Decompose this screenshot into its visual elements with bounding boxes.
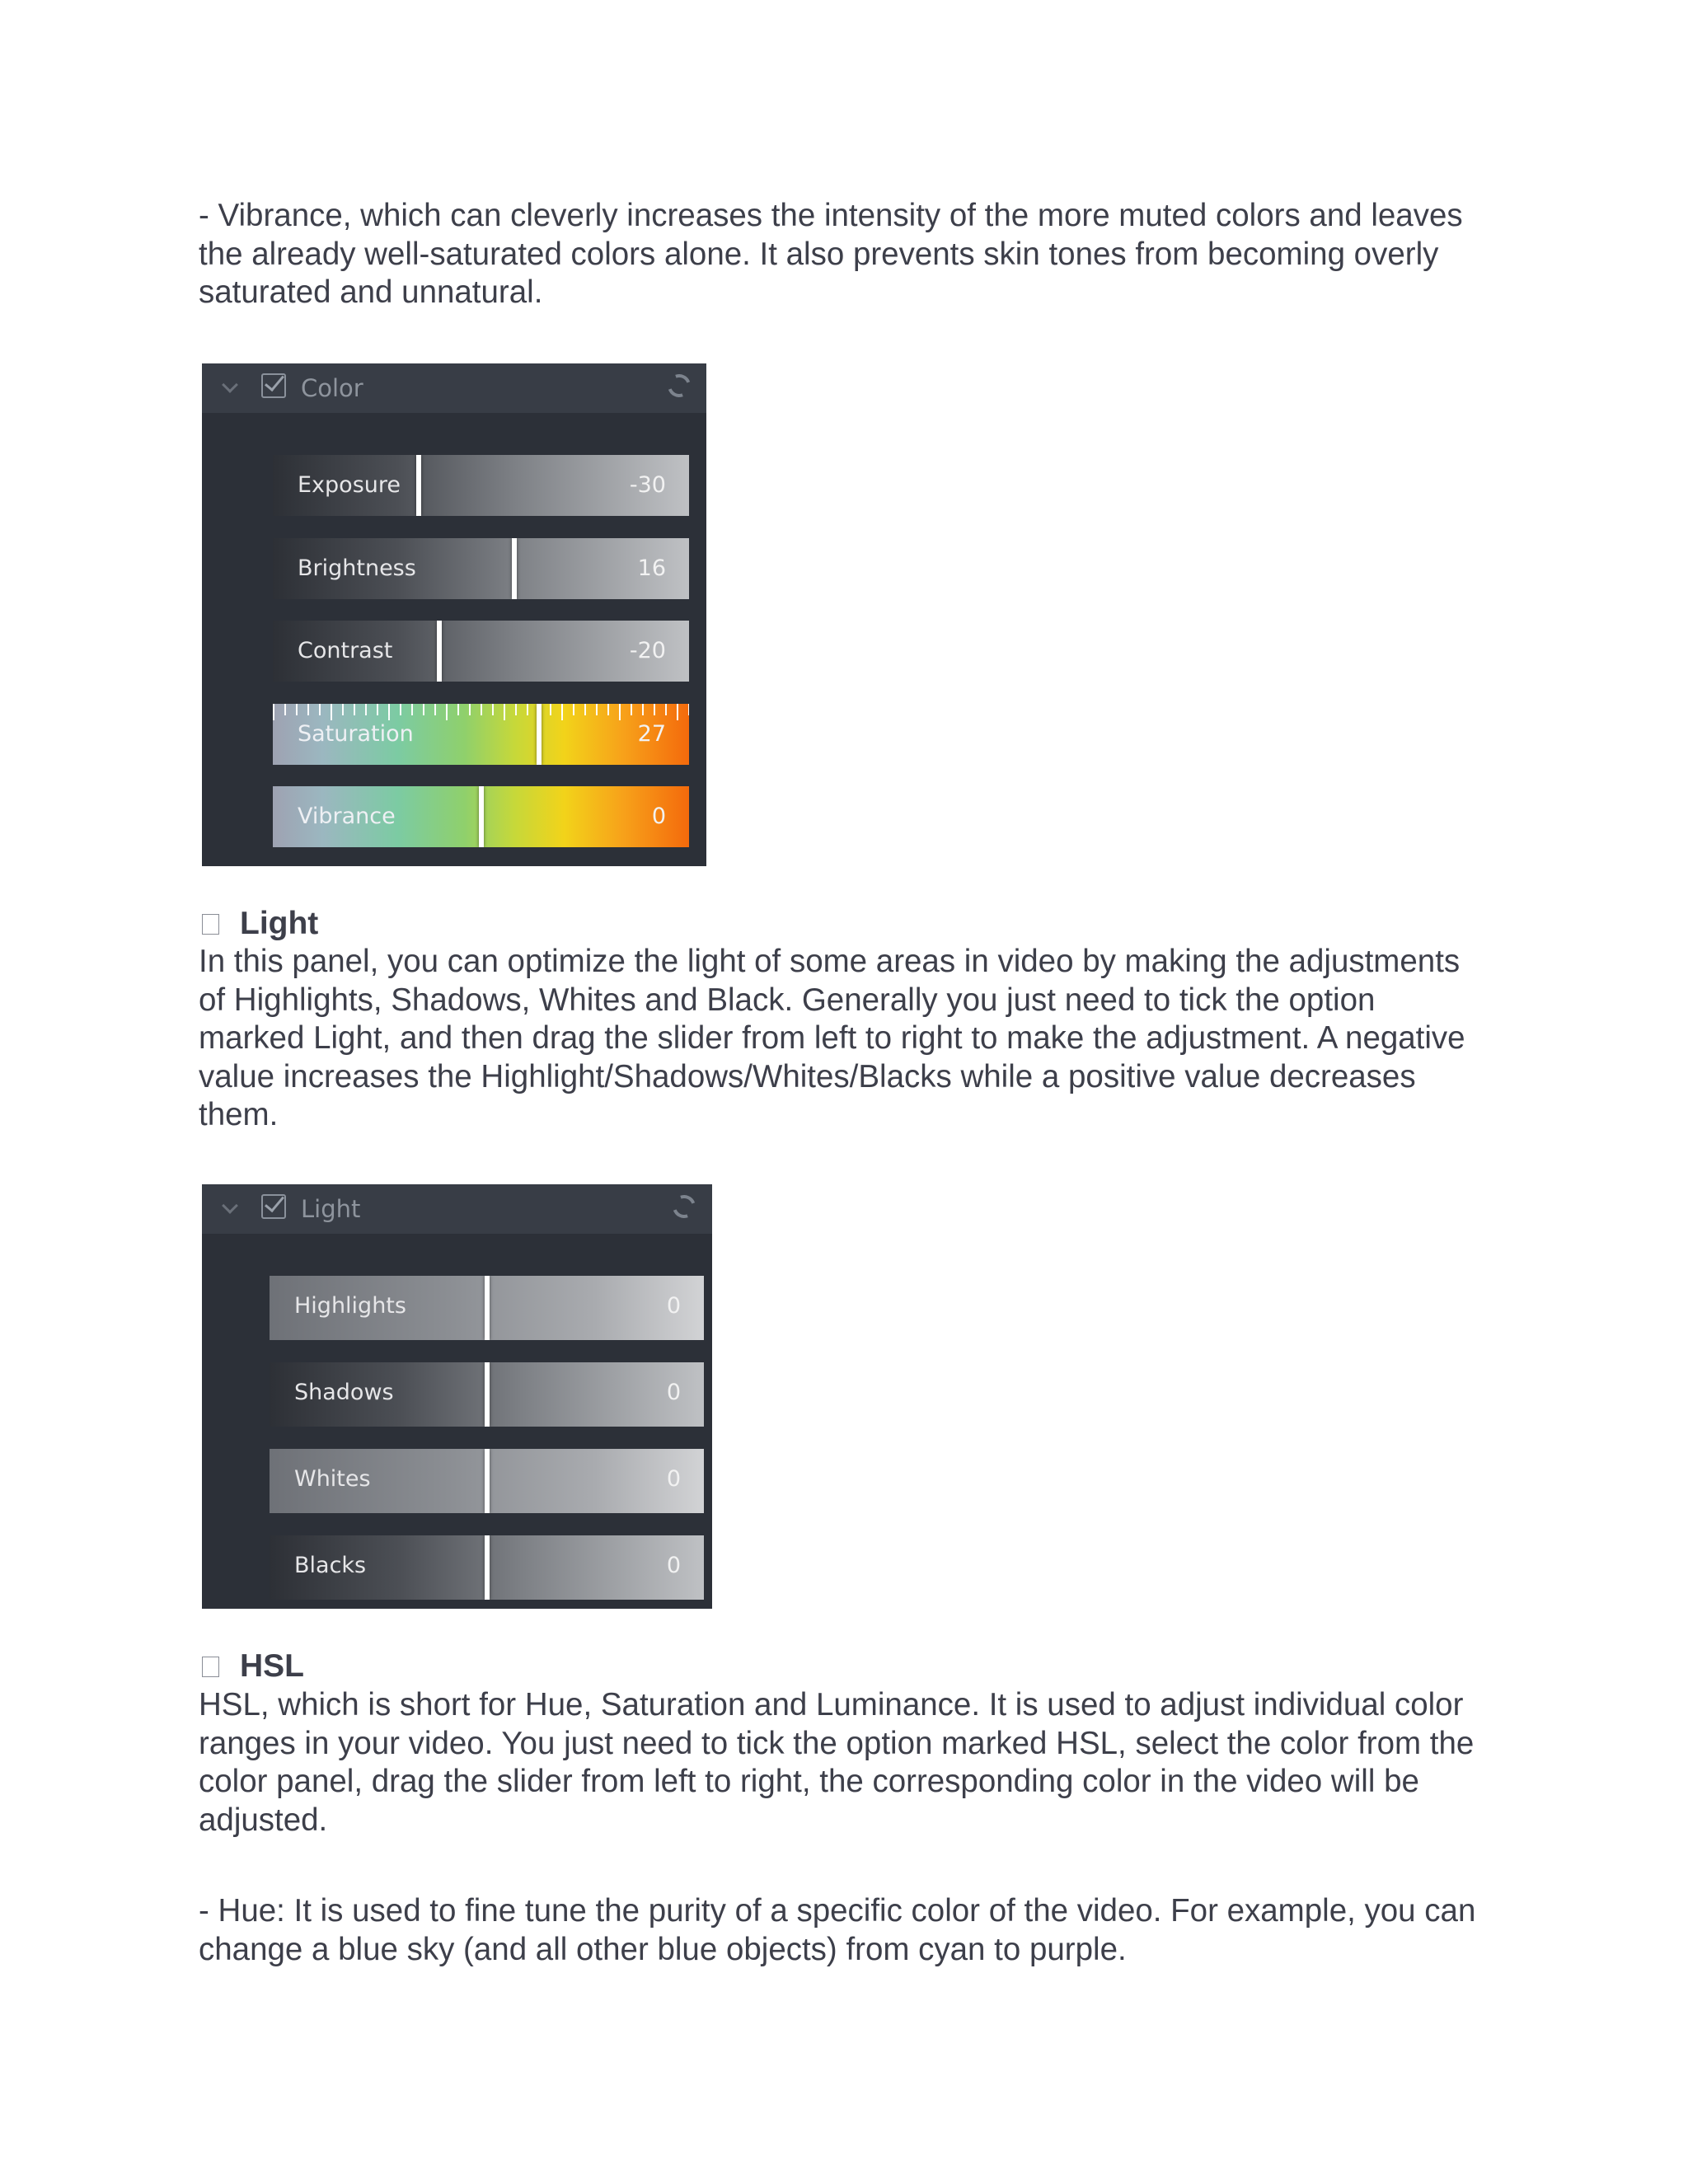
checkbox-bullet-icon [202,1657,219,1677]
contrast-value: -20 [629,638,666,663]
chevron-down-icon[interactable] [222,1197,238,1214]
highlights-label: Highlights [294,1293,406,1319]
vibrance-label: Vibrance [298,804,396,829]
vibrance-slider[interactable] [273,786,689,847]
vibrance-value: 0 [651,804,666,829]
refresh-icon[interactable] [668,1191,699,1221]
brightness-value: 16 [637,555,666,581]
checkbox-bullet-icon [202,914,219,935]
hue-description: - Hue: It is used to fine tune the purity of a specific color of the video. For example, you can change a blue sky (and all other blue objects) from cyan to purple. [199,1893,1476,1967]
exposure-value: -30 [629,472,666,498]
shadows-value: 0 [666,1380,681,1405]
hsl-description: HSL, which is short for Hue, Saturation and Luminance. It is used to adjust individual color ranges in your video. You just need to tick the option marked HSL, select the color from the color panel, drag the slider from left to right, the corresponding color in the video will be adjusted. [199,1687,1475,1838]
color-panel-header [202,363,706,413]
hsl-heading [202,1647,304,1685]
refresh-icon[interactable] [663,370,694,401]
contrast-slider-thumb[interactable] [437,621,442,682]
light-panel-header [202,1184,712,1234]
exposure-label: Exposure [298,472,401,498]
light-panel [202,1184,712,1609]
color-panel-title: Color [301,374,363,402]
brightness-slider-thumb[interactable] [512,538,517,599]
exposure-slider[interactable] [273,455,689,516]
light-checkbox-icon[interactable] [261,1194,286,1219]
hsl-heading-text: HSL [240,1648,304,1684]
slider-major-ticks [273,704,689,720]
vibrance-description: - Vibrance, which can cleverly increases the intensity of the more muted colors and leaves the already well-saturated colors alone. It also prevents skin tones from becoming overly saturated and unnatural. [199,198,1463,310]
saturation-slider[interactable] [273,704,689,765]
exposure-slider-thumb[interactable] [416,455,421,516]
whites-label: Whites [294,1466,371,1492]
saturation-slider-thumb[interactable] [537,704,542,765]
whites-value: 0 [666,1466,681,1492]
color-panel [202,363,706,866]
saturation-value: 27 [637,720,666,747]
chevron-down-icon[interactable] [222,377,238,393]
saturation-label: Saturation [298,720,414,747]
highlights-slider-thumb[interactable] [485,1276,490,1340]
brightness-label: Brightness [298,555,416,581]
light-heading [202,905,318,943]
highlights-slider[interactable] [270,1276,704,1340]
light-panel-title: Light [301,1195,361,1223]
contrast-label: Contrast [298,638,393,663]
light-heading-text: Light [240,906,319,941]
whites-slider-thumb[interactable] [485,1449,490,1513]
whites-slider[interactable] [270,1449,704,1513]
vibrance-slider-thumb[interactable] [479,786,484,847]
contrast-slider[interactable] [273,621,689,682]
shadows-slider[interactable] [270,1362,704,1427]
brightness-slider[interactable] [273,538,689,599]
blacks-slider-thumb[interactable] [485,1535,490,1600]
color-checkbox-icon[interactable] [261,373,286,398]
blacks-slider[interactable] [270,1535,704,1600]
highlights-value: 0 [666,1293,681,1319]
shadows-slider-thumb[interactable] [485,1362,490,1427]
blacks-label: Blacks [294,1553,367,1578]
blacks-value: 0 [666,1553,681,1578]
light-description: In this panel, you can optimize the light of some areas in video by making the adjustments of Highlights, Shadows, Whites and Black. Generally you just need to tick the option marked Light, and then drag the slider from left to right to make the adjustment. A negative value increases the Highlight/Shadows/Whites/Blacks while a positive value decreases them. [199,944,1465,1132]
shadows-label: Shadows [294,1380,394,1405]
